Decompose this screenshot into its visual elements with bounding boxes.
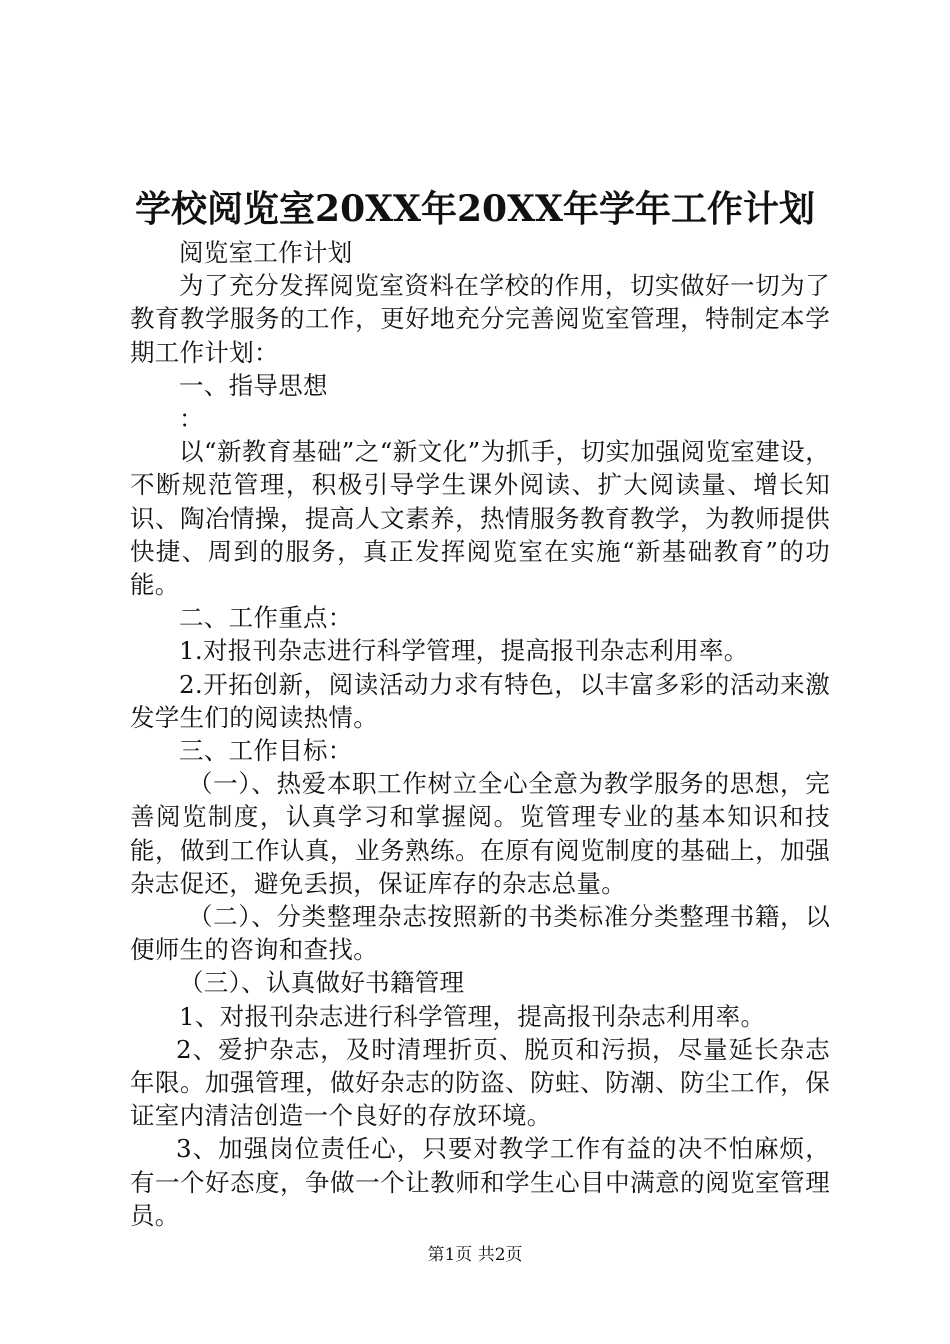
section-heading-work-goals: 三、工作目标： bbox=[179, 736, 353, 766]
work-goal-2: （二）、分类整理杂志按照新的书类标准分类整理书籍，以便师生的咨询和查找。 bbox=[130, 902, 830, 965]
colon-line: ： bbox=[179, 404, 204, 434]
guiding-thought-paragraph: 以“新教育基础”之“新文化”为抓手，切实加强阅览室建设，不断规范管理，积极引导学生课外阅读、扩大阅读量、增长知识、陶冶情操，提高人文素养，热情服务教育教学，为教师提供快捷、周到的服务，真正发挥阅览室在实施“新基础教育”的功能。 bbox=[130, 437, 830, 600]
section-heading-guiding-thought: 一、指导思想 bbox=[179, 370, 328, 400]
intro-paragraph: 为了充分发挥阅览室资料在学校的作用，切实做好一切为了教育教学服务的工作，更好地充分完善阅览室管理，特制定本学期工作计划： bbox=[130, 271, 830, 367]
page-footer: 第1页 共2页 bbox=[427, 1245, 523, 1265]
work-focus-item-2: 2.开拓创新，阅读活动力求有特色，以丰富多彩的活动来激发学生们的阅读热情。 bbox=[130, 669, 830, 732]
work-goal-3-heading: （三）、认真做好书籍管理 bbox=[179, 968, 465, 998]
work-focus-item-1: 1.对报刊杂志进行科学管理，提高报刊杂志利用率。 bbox=[179, 636, 749, 666]
document-body bbox=[130, 236, 830, 1232]
book-management-item-3: 3、加强岗位责任心，只要对教学工作有益的决不怕麻烦，有一个好态度，争做一个让教师和学生心目中满意的阅览室管理员。 bbox=[130, 1134, 830, 1230]
section-heading-work-focus: 二、工作重点： bbox=[179, 603, 353, 633]
subtitle-paragraph: 阅览室工作计划 bbox=[179, 238, 353, 267]
work-goal-1: （一）、热爱本职工作树立全心全意为教学服务的思想，完善阅览制度，认真学习和掌握阅。览管理专业的基本知识和技能，做到工作认真，业务熟练。在原有阅览制度的基础上，加强杂志促还，避免丢损，保证库存的杂志总量。 bbox=[130, 769, 830, 898]
book-management-item-2: 2、爱护杂志，及时清理折页、脱页和污损，尽量延长杂志年限。加强管理，做好杂志的防盗、防蛀、防潮、防尘工作，保证室内清洁创造一个良好的存放环境。 bbox=[130, 1034, 830, 1131]
book-management-item-1: 1、对报刊杂志进行科学管理，提高报刊杂志利用率。 bbox=[179, 1001, 766, 1031]
document-title: 学校阅览室20XX年20XX年学年工作计划 bbox=[135, 188, 815, 230]
